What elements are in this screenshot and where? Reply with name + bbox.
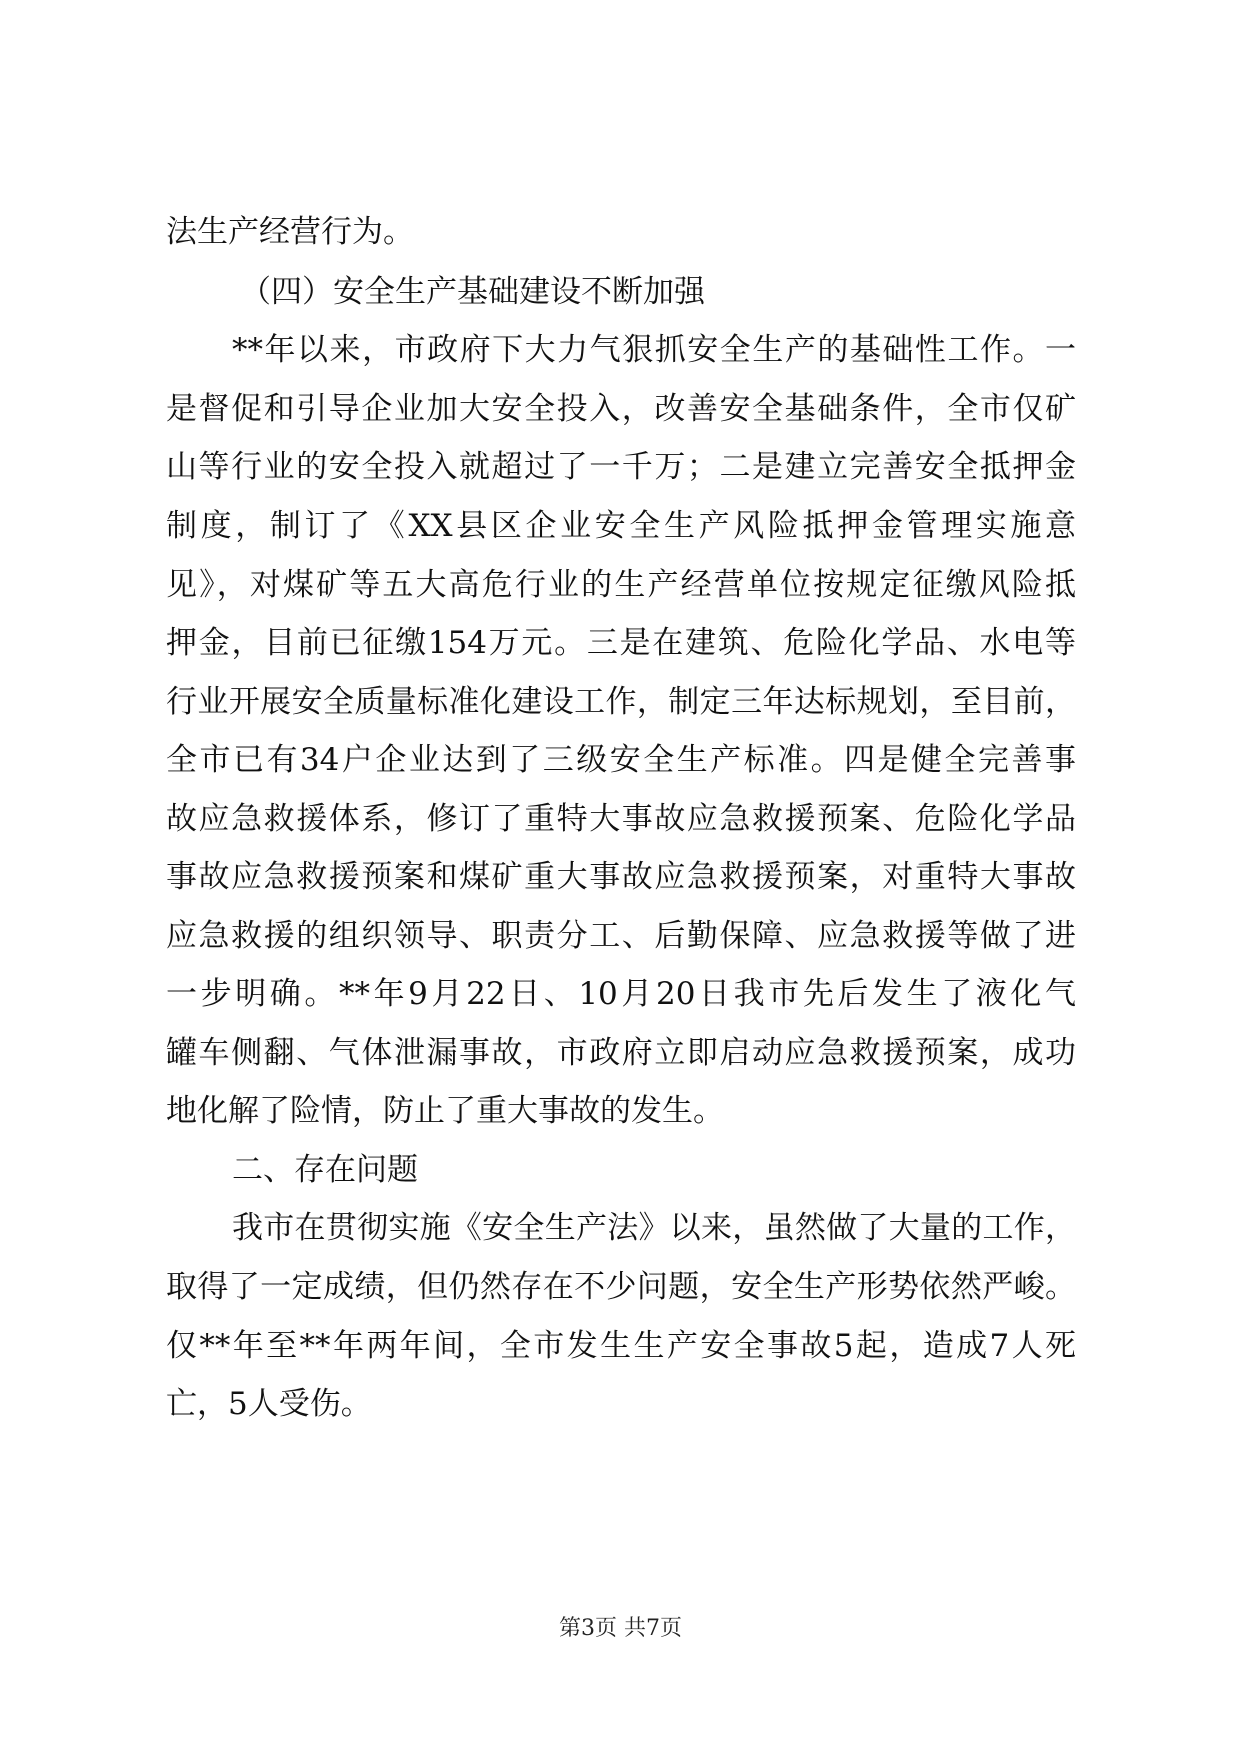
paragraph-line: 亡，5人受伤。 — [166, 1386, 372, 1422]
paragraph-line: 见》，对煤矿等五大高危行业的生产经营单位按规定征缴风险抵 — [166, 567, 1076, 603]
paragraph-line: 取得了一定成绩，但仍然存在不少问题，安全生产形势依然严峻。 — [166, 1269, 1076, 1305]
section-heading-problems: 二、存在问题 — [232, 1152, 418, 1188]
paragraph-line: 罐车侧翻、气体泄漏事故，市政府立即启动应急救援预案，成功 — [166, 1035, 1076, 1071]
section-heading-four: （四）安全生产基础建设不断加强 — [240, 274, 705, 310]
paragraph-line: 山等行业的安全投入就超过了一千万；二是建立完善安全抵押金 — [166, 449, 1076, 485]
paragraph-line: 一步明确。**年9月22日、10月20日我市先后发生了液化气 — [166, 976, 1076, 1012]
paragraph-line: 制度，制订了《XX县区企业安全生产风险抵押金管理实施意 — [166, 508, 1076, 544]
paragraph-line: 事故应急救援预案和煤矿重大事故应急救援预案，对重特大事故 — [166, 859, 1076, 895]
paragraph-line: 我市在贯彻实施《安全生产法》以来，虽然做了大量的工作， — [232, 1210, 1076, 1246]
paragraph-line: 地化解了险情，防止了重大事故的发生。 — [166, 1093, 724, 1129]
paragraph-line: 法生产经营行为。 — [166, 214, 414, 250]
page-footer: 第3页 共7页 — [559, 1616, 682, 1641]
paragraph-line: 行业开展安全质量标准化建设工作，制定三年达标规划，至目前， — [166, 684, 1076, 720]
paragraph-line: **年以来，市政府下大力气狠抓安全生产的基础性工作。一 — [232, 332, 1076, 368]
paragraph-line: 故应急救援体系，修订了重特大事故应急救援预案、危险化学品 — [166, 801, 1076, 837]
paragraph-line: 是督促和引导企业加大安全投入，改善安全基础条件，全市仅矿 — [166, 391, 1076, 427]
paragraph-line: 仅**年至**年两年间，全市发生生产安全事故5起，造成7人死 — [166, 1328, 1076, 1364]
paragraph-line: 应急救援的组织领导、职责分工、后勤保障、应急救援等做了进 — [166, 918, 1076, 954]
paragraph-line: 押金，目前已征缴154万元。三是在建筑、危险化学品、水电等 — [166, 625, 1076, 661]
paragraph-line: 全市已有34户企业达到了三级安全生产标准。四是健全完善事 — [166, 742, 1076, 778]
